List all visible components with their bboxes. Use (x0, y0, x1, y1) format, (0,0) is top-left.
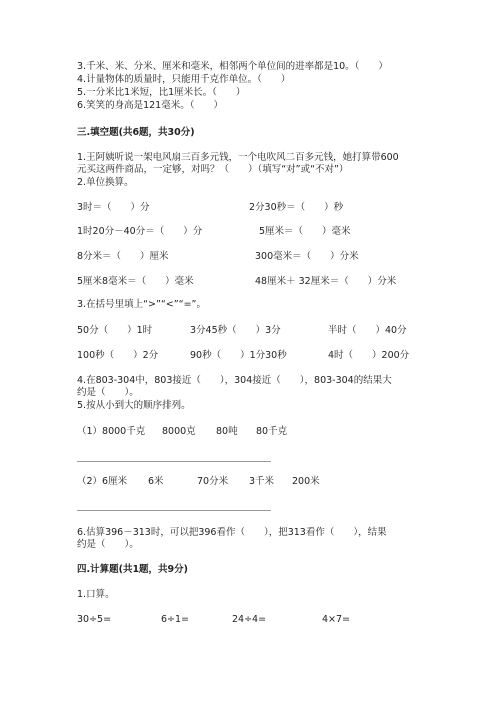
section-4-title: 四.计算题(共1题，共9分) (77, 564, 189, 575)
compare-item: 90秒（ ）1分30秒 (190, 350, 287, 361)
fill-question-1-line-2: 元买这两件商品，一定够，对吗？（ ）（填写“对”或“不对”） (77, 164, 349, 175)
conversion-item: 8分米＝（ ）厘米 (77, 251, 169, 262)
order-item: 70分米 (197, 476, 229, 487)
judge-question-6: 6.笑笑的身高是121毫米。（ ） (77, 100, 223, 111)
order-item: 8000克 (162, 426, 196, 437)
conversion-item: 1时20分－40分＝（ ）分 (77, 226, 203, 237)
fill-question-4-line-1: 4.在803-304中，803接近（ ），304接近（ ），803-304的结果大 (77, 375, 392, 386)
fill-question-5: 5.按从小到大的顺序排列。 (77, 400, 191, 411)
calc-item: 6÷1= (161, 614, 190, 625)
calc-item: 4×7= (322, 614, 351, 625)
compare-item: 半时（ ）40分 (328, 325, 407, 336)
order-item: 3千米 (249, 476, 275, 487)
fill-question-4-line-2: 约是（ ）。 (77, 387, 139, 398)
conversion-item: 300毫米＝（ ）分米 (255, 251, 359, 262)
conversion-item: 2分30秒＝（ ）秒 (249, 202, 344, 213)
order-item: 80千克 (256, 426, 288, 437)
section-3-title: 三.填空题(共6题，共30分) (77, 127, 195, 138)
judge-question-3: 3.千米、米、分米、厘米和毫米，相邻两个单位间的进率都是10。（ ） (77, 61, 388, 72)
order-item: 6米 (148, 476, 164, 487)
compare-item: 100秒（ ）2分 (77, 350, 159, 361)
fill-question-2: 2.单位换算。 (77, 177, 134, 188)
conversion-item: 5厘米＝（ ）毫米 (259, 226, 351, 237)
order-item: 80吨 (216, 426, 238, 437)
fill-question-6-line-2: 约是（ ）。 (77, 539, 139, 550)
conversion-item: 48厘米＋ 32厘米＝（ ）分米 (255, 276, 397, 287)
answer-line (77, 461, 271, 462)
compare-item: 50分（ ）1时 (77, 325, 153, 336)
judge-question-4: 4.计量物体的质量时，只能用千克作单位。（ ） (77, 74, 291, 85)
conversion-item: 5厘米8毫米＝（ ）毫米 (77, 276, 194, 287)
judge-question-5: 5.一分米比1米短，比1厘米长。（ ） (77, 87, 246, 98)
calc-item: 24÷4= (232, 614, 267, 625)
fill-question-1-line-1: 1.王阿姨听说一架电风扇三百多元钱，一个电吹风二百多元钱，她打算带600 (77, 152, 399, 163)
compare-item: 4时（ ）200分 (328, 350, 410, 361)
order-item: 200米 (292, 476, 320, 487)
conversion-item: 3时＝（ ）分 (77, 202, 150, 213)
compare-item: 3分45秒（ ）3分 (190, 325, 281, 336)
fill-question-6-line-1: 6.估算396－313时，可以把396看作（ ），把313看作（ ），结果 (77, 527, 387, 538)
order-item: （1）8000千克 (77, 426, 146, 437)
answer-line (77, 510, 271, 511)
calc-item: 30÷5= (77, 614, 112, 625)
calc-question-1: 1.口算。 (77, 589, 115, 600)
fill-question-3: 3.在括号里填上“>”“<”“=”。 (77, 299, 206, 310)
order-item: （2）6厘米 (77, 476, 128, 487)
